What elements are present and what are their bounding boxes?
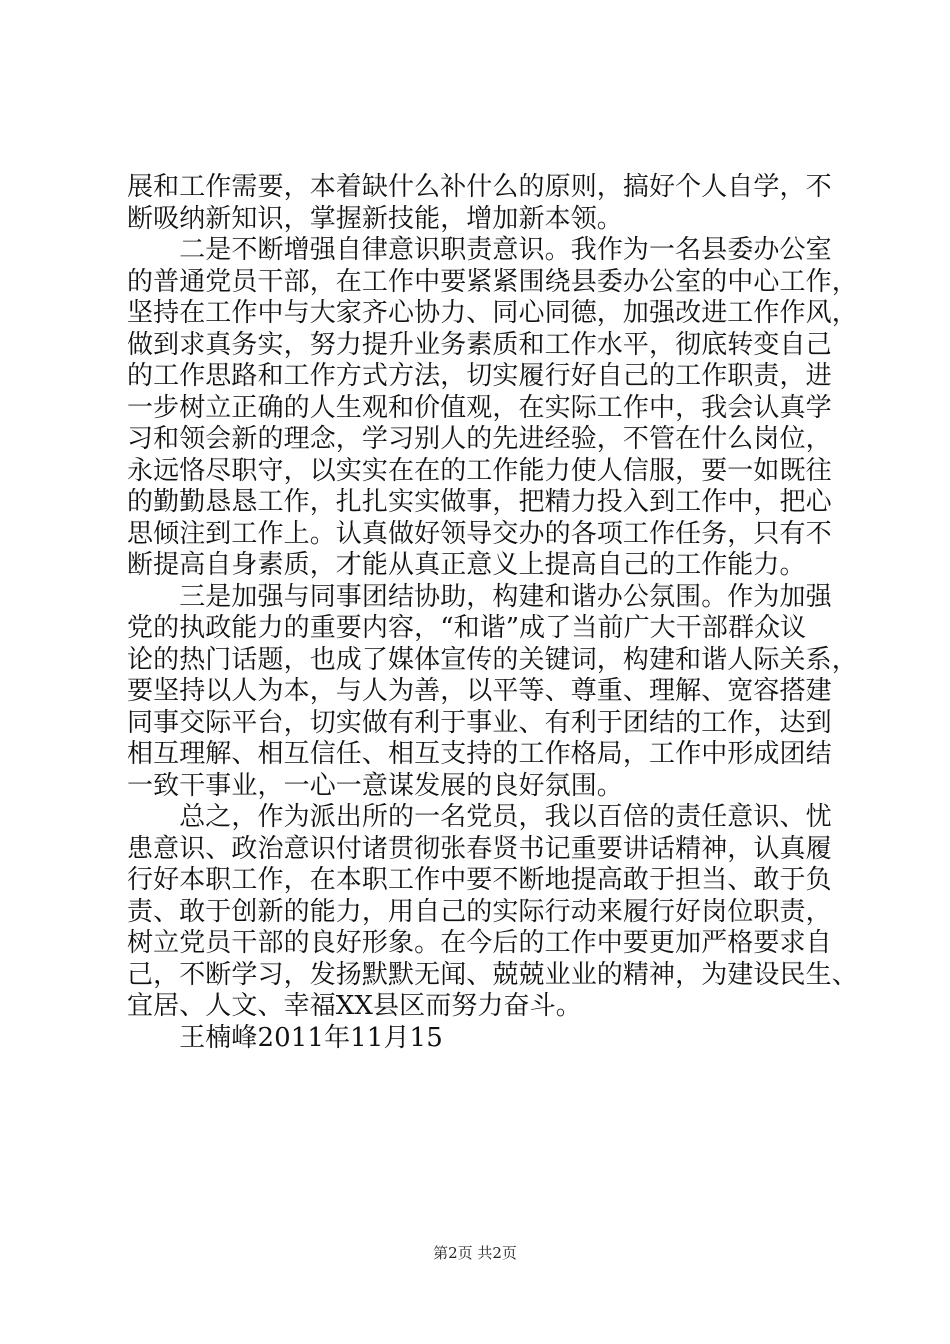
text-line: 断提高自身素质，才能从真正意义上提高自己的工作能力。 <box>127 550 806 580</box>
text-line: 党的执政能力的重要内容，“和谐”成了当前广大干部群众议 <box>127 613 807 643</box>
text-line: 断吸纳新知识，掌握新技能，增加新本领。 <box>127 203 623 234</box>
text-line: 总之，作为派出所的一名党员，我以百倍的责任意识、忧 <box>127 802 832 832</box>
text-line: 己，不断学习，发扬默默无闻、兢兢业业的精神，为建设民生、 <box>127 959 858 990</box>
text-line: 思倾注到工作上。认真做好领导交办的各项工作任务，只有不 <box>127 518 832 549</box>
text-line: 论的热门话题，也成了媒体宣传的关键词，构建和谐人际关系， <box>127 644 858 675</box>
text-line: 行好本职工作，在本职工作中要不断地提高敢于担当、敢于负 <box>127 865 832 895</box>
text-line: 责、敢于创新的能力，用自己的实际行动来履行好岗位职责， <box>127 896 832 927</box>
text-line: 相互理解、相互信任、相互支持的工作格局，工作中形成团结 <box>127 739 832 769</box>
document-body <box>127 172 862 1054</box>
text-line: 习和领会新的理念，学习别人的先进经验，不管在什么岗位， <box>127 424 832 454</box>
text-line: 的普通党员干部，在工作中要紧紧围绕县委办公室的中心工作， <box>127 266 858 297</box>
text-line: 一步树立正确的人生观和价值观，在实际工作中，我会认真学 <box>127 392 832 423</box>
text-line: 一致干事业，一心一意谋发展的良好氛围。 <box>127 770 623 801</box>
text-line: 患意识、政治意识付诸贯彻张春贤书记重要讲话精神，认真履 <box>127 833 832 864</box>
text-line: 王楠峰2011年11月15 <box>127 1022 443 1053</box>
text-line: 同事交际平台，切实做有利于事业、有利于团结的工作，达到 <box>127 707 832 738</box>
text-line: 永远恪尽职守，以实实在在的工作能力使人信服，要一如既往 <box>127 455 832 486</box>
text-line: 要坚持以人为本，与人为善，以平等、尊重、理解、宽容搭建 <box>127 676 832 706</box>
text-line: 宜居、人文、幸福XX县区而努力奋斗。 <box>127 991 582 1021</box>
text-line: 坚持在工作中与大家齐心协力、同心同德，加强改进工作作风， <box>127 298 858 328</box>
text-line: 展和工作需要，本着缺什么补什么的原则，搞好个人自学，不 <box>127 172 832 202</box>
text-line: 三是加强与同事团结协助，构建和谐办公氛围。作为加强 <box>127 581 832 612</box>
page-footer: 第2页 共2页 <box>433 1244 517 1262</box>
text-line: 的勤勤恳恳工作，扎扎实实做事，把精力投入到工作中，把心 <box>127 487 832 517</box>
text-line: 做到求真务实，努力提升业务素质和工作水平，彻底转变自己 <box>127 329 832 360</box>
text-line: 二是不断增强自律意识职责意识。我作为一名县委办公室 <box>127 235 832 265</box>
text-line: 树立党员干部的良好形象。在今后的工作中要更加严格要求自 <box>127 928 832 958</box>
text-line: 的工作思路和工作方式方法，切实履行好自己的工作职责，进 <box>127 361 832 391</box>
